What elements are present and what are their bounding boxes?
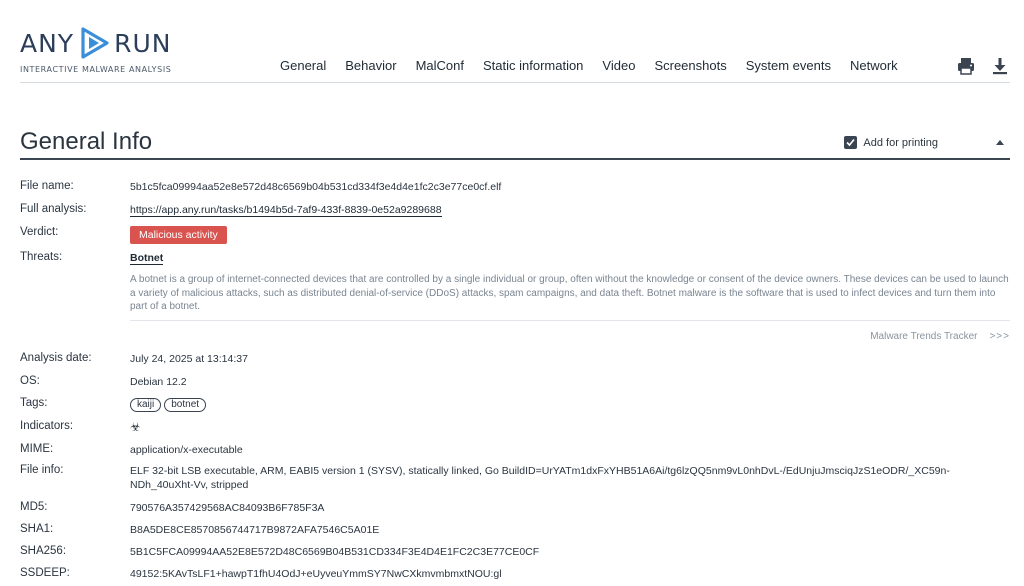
description-divider (130, 320, 1010, 321)
file-info-label: File info: (20, 464, 64, 476)
sha1-label: SHA1: (20, 523, 54, 535)
row-md5 (20, 501, 1010, 515)
malware-trends-link[interactable] (870, 331, 1010, 342)
page-title: General Info (20, 128, 153, 155)
row-indicators (20, 420, 1010, 435)
logo-subtitle: INTERACTIVE MALWARE ANALYSIS (20, 65, 172, 74)
nav-malconf[interactable]: MalConf (415, 58, 464, 73)
malware-trends-label: Malware Trends Tracker (870, 331, 978, 342)
row-sha1 (20, 523, 1010, 537)
md5-value: 790576A357429568AC84093B6F785F3A (130, 502, 325, 514)
nav-screenshots[interactable]: Screenshots (654, 58, 727, 73)
header-divider (20, 82, 1010, 83)
add-for-printing-toggle[interactable] (844, 136, 938, 149)
nav-network[interactable]: Network (849, 58, 898, 73)
trends-arrow: >>> (989, 331, 1010, 342)
file-info-value: ELF 32-bit LSB executable, ARM, EABI5 version 1 (SYSV), statically linked, Go BuildID=UrYATm1dxFxYHB51A6Ai/tg6lzQQ5nm9vL0nhDvL-/EdUnjuJmsciqJzS1eODR/_XC59n-NDh_40uXht-Vv, stripped (130, 465, 950, 491)
mime-value: application/x-executable (130, 444, 243, 456)
top-nav (280, 58, 917, 73)
row-ssdeep (20, 567, 1010, 581)
print-icon[interactable] (956, 56, 976, 76)
nav-system-events[interactable]: System events (745, 58, 831, 73)
row-file-name (20, 180, 1010, 194)
sha1-value: B8A5DE8CE8570856744717B9872AFA7546C5A01E (130, 524, 380, 536)
nav-general[interactable]: General (280, 58, 327, 73)
row-analysis-date (20, 352, 1010, 366)
os-label: OS: (20, 375, 40, 387)
ssdeep-label: SSDEEP: (20, 567, 70, 579)
mime-label: MIME: (20, 443, 54, 455)
file-name-label: File name: (20, 180, 74, 192)
row-full-analysis (20, 203, 1010, 217)
full-analysis-link[interactable]: https://app.any.run/tasks/b1494b5d-7af9-433f-8839-0e52a9289688 (130, 204, 442, 216)
nav-behavior[interactable]: Behavior (345, 58, 397, 73)
section-divider (20, 158, 1010, 160)
full-analysis-label: Full analysis: (20, 203, 87, 215)
analysis-date-value: July 24, 2025 at 13:14:37 (130, 353, 248, 365)
threat-description: A botnet is a group of internet-connected devices that are controlled by a single individual or group, often without the knowledge or consent of the device owners. These devices can be used to launch a variety of malicious attacks, such as distributed denial-of-service (DDoS) attacks, spam campaigns, and data theft. Botnet malware is the software that is used to infect devices and turn them into part of a botnet. (130, 274, 1009, 312)
collapse-caret-icon[interactable] (996, 140, 1004, 145)
verdict-label: Verdict: (20, 226, 59, 238)
play-logo-icon (78, 26, 110, 60)
nav-video[interactable]: Video (602, 58, 636, 73)
logo-word-run: RUN (114, 28, 172, 58)
analysis-date-label: Analysis date: (20, 352, 92, 364)
row-file-info (20, 464, 1010, 492)
row-threats (20, 251, 1010, 265)
threats-label: Threats: (20, 251, 63, 263)
row-tags (20, 397, 1010, 412)
sha256-value: 5B1C5FCA09994AA52E8E572D48C6569B04B531CD334F3E4D4E1FC2C3E77CE0CF (130, 546, 540, 558)
add-for-printing-label: Add for printing (863, 136, 938, 149)
biohazard-icon[interactable]: ☣ (130, 420, 141, 434)
md5-label: MD5: (20, 501, 48, 513)
sha256-label: SHA256: (20, 545, 67, 557)
nav-tools (942, 56, 1010, 76)
ssdeep-value: 49152:5KAvTsLF1+hawpT1fhU4OdJ+eUyveuYmmSY7NwCXkmvmbmxtNOU:gl (130, 568, 502, 580)
os-value: Debian 12.2 (130, 376, 187, 388)
row-sha256 (20, 545, 1010, 559)
verdict-badge: Malicious activity (130, 226, 227, 244)
row-verdict (20, 226, 1010, 244)
nav-static-information[interactable]: Static information (482, 58, 584, 73)
tag-botnet[interactable]: botnet (164, 398, 206, 412)
indicators-label: Indicators: (20, 420, 74, 432)
row-mime (20, 443, 1010, 457)
logo-word-any: ANY (20, 28, 75, 58)
threat-botnet-link[interactable]: Botnet (130, 252, 164, 264)
file-name-value: 5b1c5fca09994aa52e8e572d48c6569b04b531cd334f3e4d4e1fc2c3e77ce0cf.elf (130, 181, 502, 193)
anyrun-logo[interactable] (20, 24, 171, 74)
tags-label: Tags: (20, 397, 48, 409)
download-icon[interactable] (990, 56, 1010, 76)
tag-kaiji[interactable]: kaiji (130, 398, 161, 412)
checkbox-checked-icon[interactable] (844, 136, 857, 149)
row-os (20, 375, 1010, 389)
